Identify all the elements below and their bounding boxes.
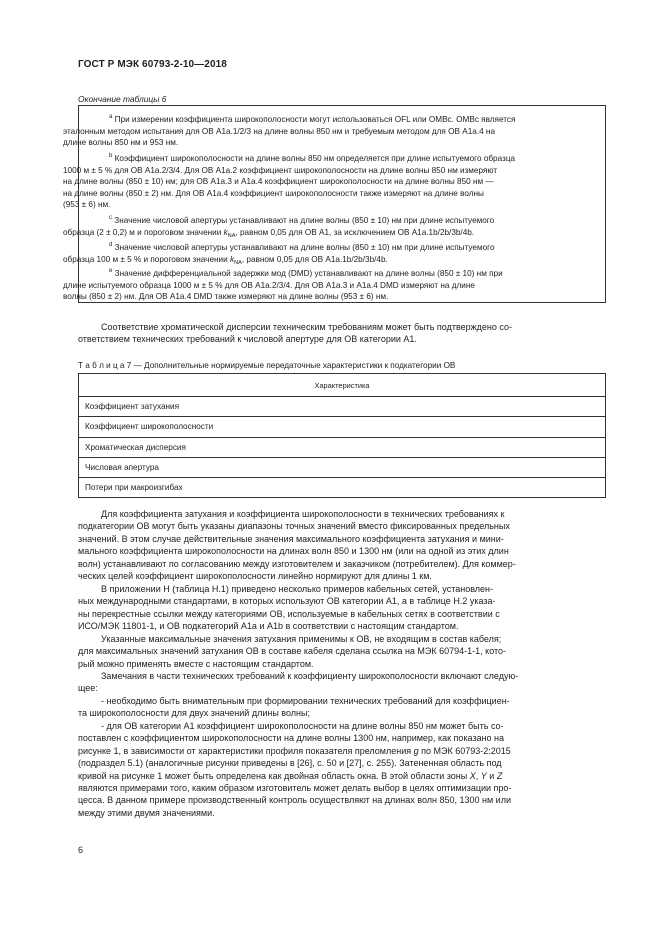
table7	[78, 373, 606, 498]
paragraph-attenuation: Указанные максимальные значения затухания применимы к ОВ, не входящим в состав кабеля; для максимальных значений затухания ОВ в составе кабеля сделана ссылка на МЭК 60794-1-1, кото- рый можно применять вместе с настоящим стандартом.	[78, 634, 507, 669]
standard-header: ГОСТ Р МЭК 60793-2-10—2018	[78, 59, 227, 70]
table-row: Коэффициент широкополосности	[79, 417, 606, 437]
paragraph-ranges: Для коэффициента затухания и коэффициента широкополосности в технических требованиях к подкатегории ОВ могут быть указаны диапазоны точных значений вместо фиксированных предельных значений. В этом случае действительные значения максимального коэффициента затухания и мини- мального коэффициента широкополосности на длинах волн 850 и 1300 нм (или на одной из этих длин волн) устанавливают по согласованию между изготовителем и заказчиком (потребителем). Для коммер- ческих целей коэффициент широкополосности линейно нормируют для длины 1 км.	[78, 509, 516, 582]
table7-header: Характеристика	[79, 374, 606, 397]
table-row: Потери при макроизгибах	[79, 478, 606, 498]
table-row: Числовая апертура	[79, 457, 606, 477]
list-item: - для ОВ категории А1 коэффициент широкополосности на длине волны 850 нм может быть со- поставлен с коэффициентом широкополосности на длине волны 1300 нм, например, как показано на рисунке 1, в зависимости от характеристики профиля показателя преломления g по МЭК 60793-2:2015 (подраздел 5.1) (аналогичные рисунки приведены в [26], с. 50 и [27], с. 255). Затененная область под кривой на рисунке 1 может быть определена как двойная область окна. В этой области зоны X, Y и Z являются примерами того, каким образом изготовитель может делать выбор в целях оптимизации про- цесса. В данном примере производственный контроль осуществляют на длинах волн 850, 1300 нм или между этими двумя значениями.	[78, 721, 512, 818]
note-d: $^d$ Значение числовой апертуры устанавливают на длине волны (850 ± 10) нм при длине испытуемого образца 100 м ± 5 % и пороговом значении $k_{NA}$, равном 0,05 для ОВ А1а.1b/2b/3b/4b.	[63, 242, 495, 266]
note-a: $^a$ При измерении коэффициента широкополосности могут использоваться OFL или ОМВс. ОМВс является эталонным методом испытания для ОВ А1а.1/2/3 на длине волны 850 нм и требуемым методом для ОВ А1а.4 на длине волны 850 нм и 953 нм.	[63, 114, 516, 147]
paragraph-remarks: Замечания в части технических требований к коэффициенту широкополосности включают следую- щее:	[78, 671, 519, 694]
paragraph-chromatic-dispersion: Соответствие хроматической дисперсии техническим требованиям может быть подтверждено со- ответствием технических требований к числовой апертуре для ОВ категории А1.	[78, 322, 513, 345]
table-row: Хроматическая дисперсия	[79, 437, 606, 457]
note-b: $^b$ Коэффициент широкополосности на длине волны 850 нм определяется при длине испытуемого образца 1000 м ± 5 % для ОВ А1а.2/3/4. Для ОВ А1а.2 коэффициент широкополосности на длине волны 850 нм измеряют на длине волны (850 ± 10) нм; для ОВ А1а.3 и А1а.4 коэффициент широкополосности на длине волны 850 нм — на длине волны (850 ± 2) нм. Для ОВ А1а.4 коэффициент широкополосности также измеряют на длине волны (953 ± 6) нм.	[63, 153, 516, 209]
table-row: Коэффициент затухания	[79, 397, 606, 417]
table7-caption: Т а б л и ц а 7 — Дополнительные нормируемые передаточные характеристики к подкатегории ОВ	[78, 361, 456, 370]
note-c: $^c$ Значение числовой апертуры устанавливают на длине волны (850 ± 10) нм при длине испытуемого образца (2 ± 0,2) м и пороговом значении $k_{NA}$, равном 0,05 для ОВ А1, за исключением ОВ А1а.1b/2b/3b/4b.	[63, 215, 495, 239]
paragraph-annex-h: В приложении Н (таблица Н.1) приведено несколько примеров кабельных сетей, установлен- ных международными стандартами, в которых используют ОВ категории А1, а в таблице Н.2 указа- ны перекрестные ссылки между категориями ОВ, используемые в кабельных сетях в соответствии с ИСО/МЭК 11801-1, и ОВ подкатегорий А1а и А1b в соответствии с настоящим стандартом.	[78, 584, 500, 632]
page-number: 6	[78, 845, 84, 855]
note-e: $^e$ Значение дифференциальной задержки мод (DMD) устанавливают на длине волны (850 ± 10) нм при длине испытуемого образца 1000 м ± 5 % для ОВ А1а.2/3/4. Для ОВ А1а.3 и А1а.4 DMD измеряют на длине волны (850 ± 2) нм. Для ОВ А1а.4 DMD также измеряют на длине волны (953 ± 6) нм.	[63, 268, 503, 301]
list-item: - необходимо быть внимательным при формировании технических требований для коэффициен- та широкополосности для двух значений длины волны;	[78, 696, 510, 719]
table6-continuation-caption: Окончание таблицы 6	[78, 94, 167, 104]
table6-notes-box	[63, 105, 606, 303]
